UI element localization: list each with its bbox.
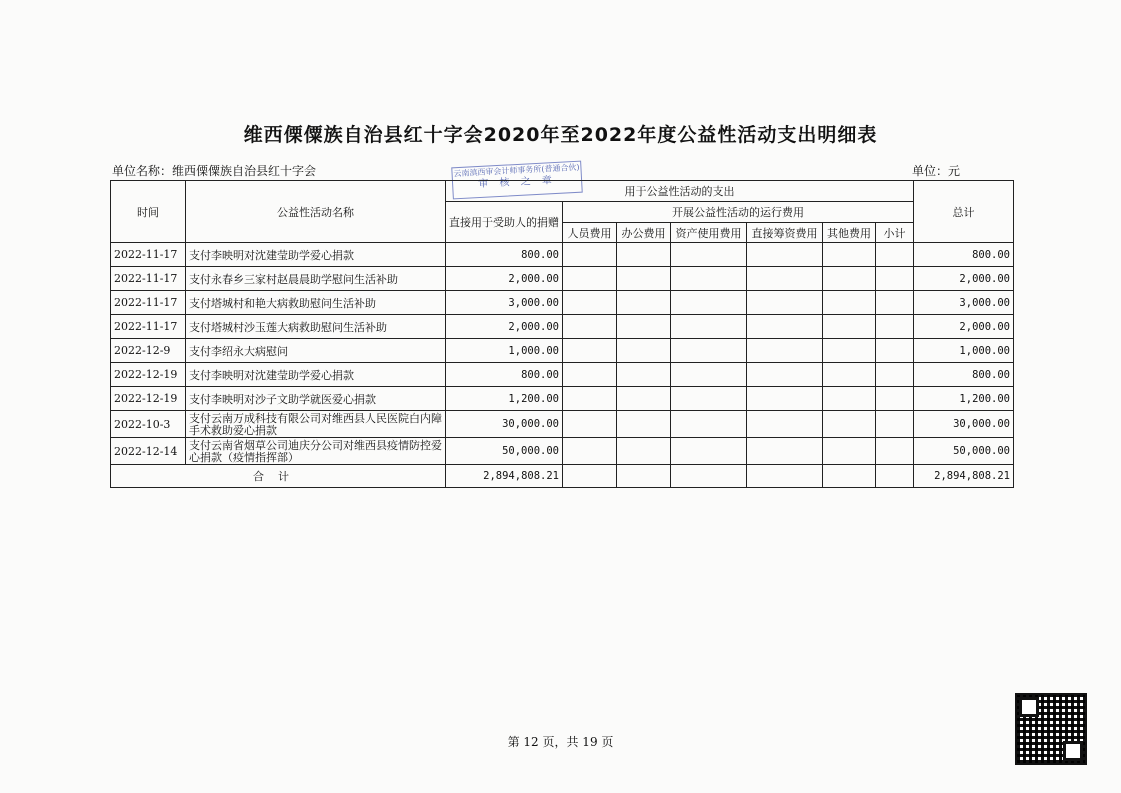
row-activity-name: 支付李映明对沙子文助学就医爱心捐款: [186, 387, 446, 411]
header-total: 总计: [914, 181, 1014, 243]
row-empty-cell: [617, 363, 671, 387]
row-empty-cell: [876, 363, 914, 387]
stamp-firm-name: 云南滇西审会计师事务所(普通合伙): [453, 162, 580, 179]
row-empty-cell: [617, 438, 671, 465]
row-date: 2022-11-17: [111, 315, 186, 339]
sum-row: [111, 465, 1014, 488]
row-empty-cell: [747, 267, 823, 291]
row-date: 2022-11-17: [111, 291, 186, 315]
table-row: [111, 339, 1014, 363]
header-fundraising: 直接筹资费用: [747, 223, 823, 243]
row-empty-cell: [747, 411, 823, 438]
table-row: [111, 438, 1014, 465]
header-asset: 资产使用费用: [671, 223, 747, 243]
header-subtotal: 小计: [876, 223, 914, 243]
sum-empty-cell: [876, 465, 914, 488]
table-row: [111, 363, 1014, 387]
row-total-amount: 1,200.00: [914, 387, 1014, 411]
row-total-amount: 2,000.00: [914, 267, 1014, 291]
header-other: 其他费用: [823, 223, 876, 243]
table-row: [111, 411, 1014, 438]
header-time: 时间: [111, 181, 186, 243]
row-empty-cell: [823, 363, 876, 387]
row-activity-name: 支付云南省烟草公司迪庆分公司对维西县疫情防控爱心捐款（疫情指挥部）: [186, 438, 446, 465]
row-empty-cell: [823, 291, 876, 315]
row-direct-amount: 3,000.00: [446, 291, 563, 315]
table-row: [111, 387, 1014, 411]
table-row: [111, 315, 1014, 339]
row-date: 2022-12-19: [111, 387, 186, 411]
row-empty-cell: [563, 243, 617, 267]
row-empty-cell: [876, 315, 914, 339]
sum-empty-cell: [671, 465, 747, 488]
sum-empty-cell: [617, 465, 671, 488]
row-empty-cell: [563, 438, 617, 465]
row-empty-cell: [671, 267, 747, 291]
header-direct-donation: 直接用于受助人的捐赠: [446, 202, 563, 243]
row-empty-cell: [823, 387, 876, 411]
row-empty-cell: [617, 339, 671, 363]
row-empty-cell: [876, 243, 914, 267]
row-empty-cell: [671, 339, 747, 363]
row-empty-cell: [747, 291, 823, 315]
row-empty-cell: [563, 387, 617, 411]
row-empty-cell: [747, 243, 823, 267]
sum-total-amount: 2,894,808.21: [914, 465, 1014, 488]
page-number: 第 12 页，共 19 页: [507, 735, 614, 749]
row-empty-cell: [671, 438, 747, 465]
row-activity-name: 支付李映明对沈建莹助学爱心捐款: [186, 243, 446, 267]
row-empty-cell: [671, 387, 747, 411]
row-empty-cell: [563, 339, 617, 363]
row-direct-amount: 1,000.00: [446, 339, 563, 363]
row-activity-name: 支付云南万成科技有限公司对维西县人民医院白内障手术救助爱心捐款: [186, 411, 446, 438]
row-empty-cell: [671, 315, 747, 339]
row-empty-cell: [747, 438, 823, 465]
row-empty-cell: [563, 267, 617, 291]
row-empty-cell: [747, 315, 823, 339]
header-office: 办公费用: [617, 223, 671, 243]
row-date: 2022-12-19: [111, 363, 186, 387]
sum-direct-amount: 2,894,808.21: [446, 465, 563, 488]
header-personnel: 人员费用: [563, 223, 617, 243]
row-direct-amount: 1,200.00: [446, 387, 563, 411]
table-row: [111, 267, 1014, 291]
row-empty-cell: [747, 363, 823, 387]
unit-name-label: 单位名称：维西傈僳族自治县红十字会: [112, 164, 317, 178]
row-activity-name: 支付李映明对沈建莹助学爱心捐款: [186, 363, 446, 387]
header-activity: 公益性活动名称: [186, 181, 446, 243]
row-empty-cell: [563, 363, 617, 387]
currency-unit-label: 单位：元: [912, 164, 961, 178]
row-date: 2022-11-17: [111, 243, 186, 267]
row-total-amount: 800.00: [914, 243, 1014, 267]
row-activity-name: 支付塔城村沙玉莲大病救助慰问生活补助: [186, 315, 446, 339]
row-empty-cell: [671, 243, 747, 267]
row-total-amount: 30,000.00: [914, 411, 1014, 438]
row-empty-cell: [823, 438, 876, 465]
row-direct-amount: 800.00: [446, 243, 563, 267]
row-total-amount: 1,000.00: [914, 339, 1014, 363]
row-empty-cell: [747, 339, 823, 363]
row-activity-name: 支付塔城村和艳大病救助慰问生活补助: [186, 291, 446, 315]
row-date: 2022-12-9: [111, 339, 186, 363]
row-empty-cell: [617, 243, 671, 267]
row-direct-amount: 2,000.00: [446, 315, 563, 339]
row-empty-cell: [876, 438, 914, 465]
sum-empty-cell: [563, 465, 617, 488]
stamp-seal-text: 审 核 之 章: [478, 174, 557, 191]
row-date: 2022-10-3: [111, 411, 186, 438]
sum-empty-cell: [823, 465, 876, 488]
row-empty-cell: [876, 411, 914, 438]
row-empty-cell: [617, 291, 671, 315]
row-direct-amount: 50,000.00: [446, 438, 563, 465]
row-total-amount: 3,000.00: [914, 291, 1014, 315]
header-operating-costs: 开展公益性活动的运行费用: [563, 202, 914, 223]
row-empty-cell: [563, 315, 617, 339]
table-row: [111, 243, 1014, 267]
row-empty-cell: [617, 387, 671, 411]
row-total-amount: 50,000.00: [914, 438, 1014, 465]
row-date: 2022-11-17: [111, 267, 186, 291]
row-empty-cell: [671, 291, 747, 315]
table-row: [111, 291, 1014, 315]
row-empty-cell: [823, 411, 876, 438]
row-empty-cell: [671, 411, 747, 438]
row-empty-cell: [617, 267, 671, 291]
sum-empty-cell: [747, 465, 823, 488]
row-empty-cell: [823, 339, 876, 363]
row-empty-cell: [823, 243, 876, 267]
sum-label: 合计: [111, 465, 446, 488]
row-empty-cell: [876, 291, 914, 315]
header-row-1: [111, 181, 1014, 202]
row-total-amount: 2,000.00: [914, 315, 1014, 339]
row-empty-cell: [876, 267, 914, 291]
row-total-amount: 800.00: [914, 363, 1014, 387]
row-empty-cell: [876, 387, 914, 411]
row-empty-cell: [876, 339, 914, 363]
row-empty-cell: [563, 291, 617, 315]
document-title: 维西傈僳族自治县红十字会2020年至2022年度公益性活动支出明细表: [243, 124, 878, 146]
row-activity-name: 支付李绍永大病慰问: [186, 339, 446, 363]
row-activity-name: 支付永春乡三家村赵晨晨助学慰问生活补助: [186, 267, 446, 291]
row-empty-cell: [823, 315, 876, 339]
row-direct-amount: 800.00: [446, 363, 563, 387]
row-direct-amount: 2,000.00: [446, 267, 563, 291]
row-empty-cell: [823, 267, 876, 291]
header-expense-group: 用于公益性活动的支出: [446, 181, 914, 202]
row-empty-cell: [671, 363, 747, 387]
expense-table: [110, 180, 1014, 488]
row-empty-cell: [617, 315, 671, 339]
row-date: 2022-12-14: [111, 438, 186, 465]
row-empty-cell: [617, 411, 671, 438]
qr-code: [1015, 693, 1087, 765]
row-empty-cell: [747, 387, 823, 411]
row-empty-cell: [563, 411, 617, 438]
row-direct-amount: 30,000.00: [446, 411, 563, 438]
